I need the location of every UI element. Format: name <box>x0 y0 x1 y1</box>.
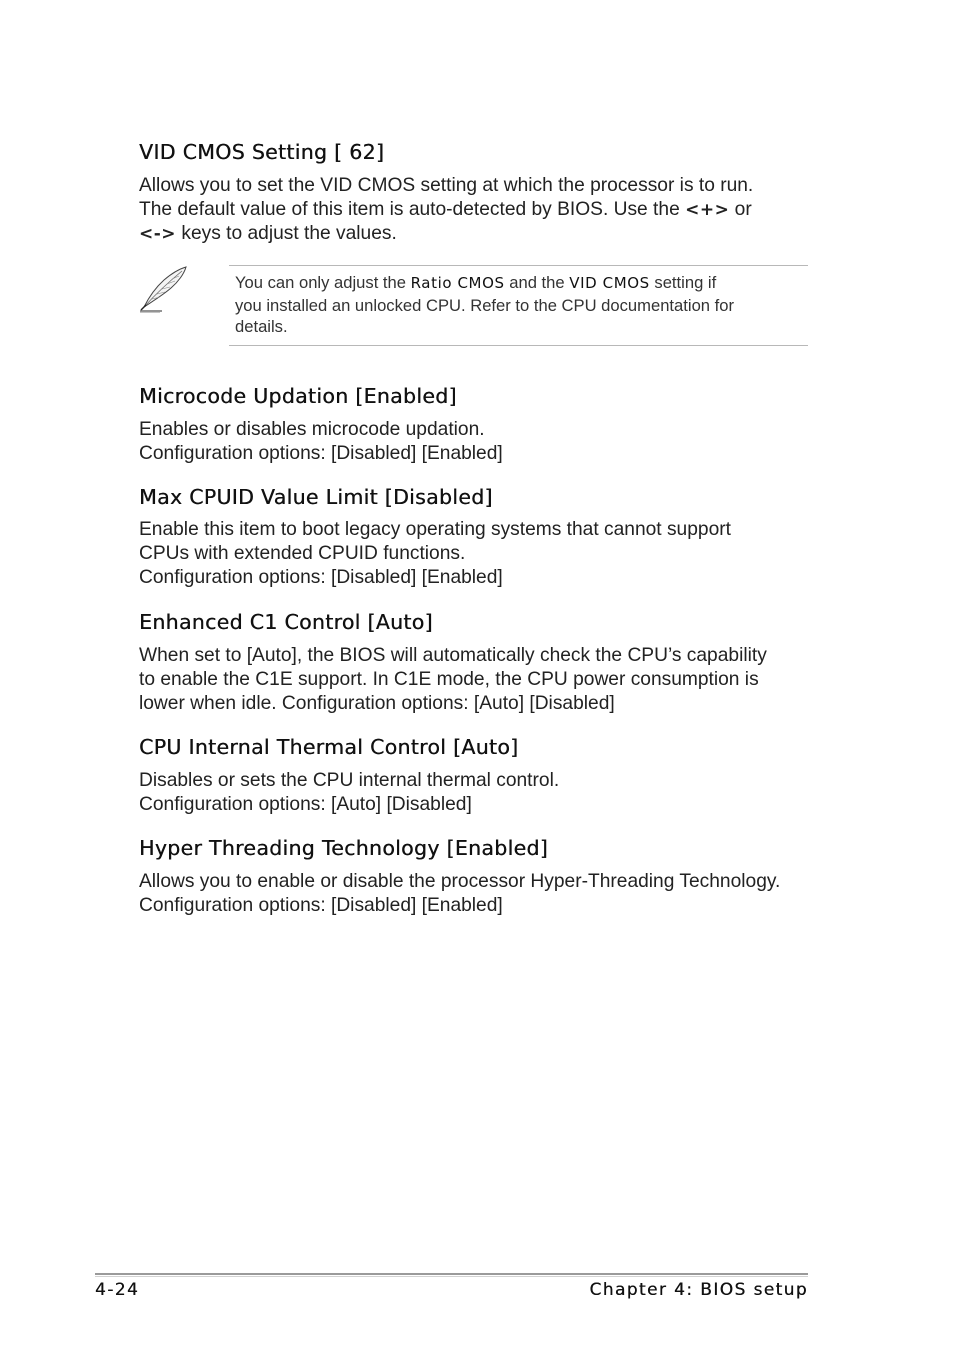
body-line: Configuration options: [Disabled] [Enabled] <box>139 443 503 465</box>
footer-rule <box>95 1273 808 1275</box>
body-line: Configuration options: [Auto] [Disabled] <box>139 794 472 816</box>
body-line: lower when idle. Configuration options: [Auto] [Disabled] <box>139 693 615 715</box>
body-line: Allows you to set the VID CMOS setting at which the processor is to run. <box>139 175 754 196</box>
text-run: keys to adjust the values. <box>176 223 397 245</box>
section-body-vid-cmos <box>139 174 819 247</box>
vid-cmos-term: VID CMOS <box>569 274 650 292</box>
note-top-rule <box>229 265 808 266</box>
body-line <box>139 222 819 246</box>
pencil-note-icon <box>138 263 190 313</box>
body-line: Enables or disables microcode updation. <box>139 419 485 440</box>
note-line: you installed an unlocked CPU. Refer to the CPU documentation for <box>235 295 735 315</box>
section-heading-hyper-threading: Hyper Threading Technology [Enabled] <box>139 836 548 860</box>
note-line: details. <box>235 317 288 337</box>
body-line: Configuration options: [Disabled] [Enabled] <box>139 567 503 589</box>
section-body-hyper-threading <box>139 870 819 918</box>
body-line: Disables or sets the CPU internal thermal control. <box>139 770 560 791</box>
page-number: 4-24 <box>95 1280 140 1300</box>
body-line <box>139 198 819 222</box>
body-line: CPUs with extended CPUID functions. <box>139 543 466 565</box>
text-run: The default value of this item is auto-detected by BIOS. Use the <box>139 199 686 221</box>
body-line: Enable this item to boot legacy operating systems that cannot support <box>139 519 731 540</box>
chapter-title: Chapter 4: BIOS setup <box>589 1280 808 1300</box>
section-heading-enhanced-c1: Enhanced C1 Control [Auto] <box>139 610 433 634</box>
section-body-max-cpuid <box>139 518 819 591</box>
text-run: setting if <box>649 273 717 292</box>
section-body-thermal-control <box>139 769 819 817</box>
text-run: You can only adjust the <box>235 273 411 292</box>
section-body-microcode <box>139 418 819 466</box>
section-heading-vid-cmos: VID CMOS Setting [ 62] <box>139 140 385 164</box>
key-plus: <+> <box>685 200 730 221</box>
text-run: or <box>729 199 752 221</box>
key-minus: <-> <box>139 224 177 245</box>
body-line: Configuration options: [Disabled] [Enabled] <box>139 895 503 917</box>
section-heading-max-cpuid: Max CPUID Value Limit [Disabled] <box>139 485 493 509</box>
section-body-enhanced-c1 <box>139 644 819 717</box>
footer-rule-shadow <box>95 1276 808 1277</box>
body-line: to enable the C1E support. In C1E mode, the CPU power consumption is <box>139 669 759 691</box>
section-heading-thermal-control: CPU Internal Thermal Control [Auto] <box>139 735 519 759</box>
note-text <box>235 272 805 338</box>
note-bottom-rule <box>229 345 808 346</box>
body-line: When set to [Auto], the BIOS will automatically check the CPU’s capability <box>139 645 767 666</box>
ratio-cmos-term: Ratio CMOS <box>410 274 505 292</box>
body-line: Allows you to enable or disable the processor Hyper-Threading Technology. <box>139 871 781 892</box>
section-heading-microcode: Microcode Updation [Enabled] <box>139 384 457 408</box>
note-line <box>235 272 805 295</box>
text-run: and the <box>504 273 570 292</box>
